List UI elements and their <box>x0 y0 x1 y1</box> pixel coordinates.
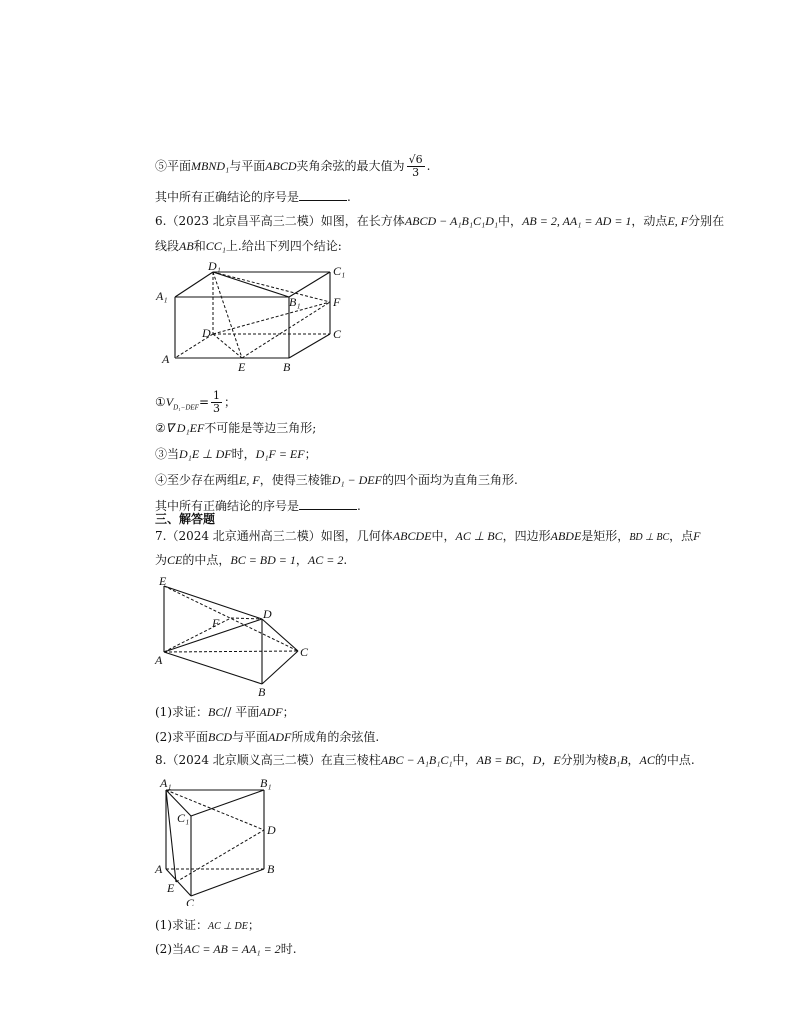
q6-cond-end: ，动点 <box>631 214 668 228</box>
plane-mbnd1: MBND₁ <box>191 159 230 173</box>
s4-pts: E, F <box>239 473 260 487</box>
answer-blank[interactable] <box>299 497 357 510</box>
q5-item5-text: 夹角余弦的最大值为 <box>296 159 405 173</box>
s1-sub: D₁−DEF <box>173 403 199 412</box>
q5-item5 <box>155 154 430 179</box>
s4-circle: ④至少存在两组 <box>155 473 240 487</box>
q6-pts: E, F <box>667 214 689 228</box>
label-e: E <box>159 574 167 588</box>
q5-item5-mid: 与平面 <box>229 159 266 173</box>
answer-blank[interactable] <box>299 188 347 201</box>
q7-quad: ABDE <box>550 529 582 543</box>
label-b1: B₁ <box>260 776 272 790</box>
q8-stem <box>155 752 695 768</box>
q8-mid1: 中， <box>452 753 477 767</box>
q6-tail: 分别在 <box>688 214 725 228</box>
label-a: A <box>155 653 163 667</box>
q6-line2-c: 上.给出下列四个结论: <box>225 239 342 253</box>
q7-p1-c: // 平面 <box>223 705 260 719</box>
label-b: B <box>258 685 266 699</box>
s3-res: D₁F = EF <box>255 447 305 461</box>
label-d1: D₁ <box>208 259 221 273</box>
q7-p1-d: ADF <box>259 705 283 719</box>
q7-p1-e: ； <box>282 705 295 719</box>
fraction-one-third <box>211 390 222 415</box>
q5-item5-prefix: ⑤平面 <box>155 159 192 173</box>
q6-statement-1 <box>155 390 236 415</box>
s1-end: ； <box>224 395 237 409</box>
label-b1: B₁ <box>289 295 301 309</box>
q6-mid: 中， <box>498 214 523 228</box>
q8-p2-b: AC = AB = AA₁ = 2 <box>184 942 281 956</box>
q8-p1-b: AC ⊥ DE <box>208 921 248 932</box>
q6-prefix: 6.（2023 北京昌平高三二模）如图，在长方体 <box>155 214 405 228</box>
q7-solid: ABCDE <box>392 529 432 543</box>
q6-stem-line2 <box>155 238 342 254</box>
q7-line2-d: . <box>343 553 348 567</box>
q7-p2-a: (2)求平面 <box>155 730 208 744</box>
s1-eq: = <box>198 395 209 409</box>
q7-mid1: 中， <box>431 529 456 543</box>
q7-part-2 <box>155 729 379 745</box>
q8-part-2 <box>155 941 297 957</box>
label-e: E <box>167 881 175 895</box>
q8-seg2: AC <box>639 753 655 767</box>
s3-circle: ③当 <box>155 447 180 461</box>
q7-stem-line1 <box>155 528 701 546</box>
frac-num: 1 <box>213 389 220 402</box>
label-d: D <box>202 326 211 340</box>
label-b: B <box>267 862 275 876</box>
q8-p2-c: 时. <box>280 942 297 956</box>
q5-conclusion-end: . <box>347 190 351 204</box>
q8-mid3: 分别为棱 <box>560 753 609 767</box>
label-c: C <box>333 327 342 341</box>
s4-mid: ，使得三棱锥 <box>259 473 332 487</box>
q6-solid: ABCD − A₁B₁C₁D₁ <box>404 214 499 228</box>
q7-mid3: 是矩形， <box>581 529 630 543</box>
q6-seg2: CC₁ <box>205 239 226 253</box>
s3-end: ； <box>304 447 317 461</box>
q8-p2-a: (2)当 <box>155 942 184 956</box>
s3-mid: 时， <box>231 447 256 461</box>
q8-prism-figure <box>150 774 290 906</box>
label-d: D <box>267 823 276 837</box>
q8-seg1: B₁B <box>608 753 628 767</box>
q7-p1-b: BC <box>208 705 224 719</box>
q6-cuboid-figure <box>150 258 360 376</box>
label-f: F <box>212 616 220 630</box>
label-f: F <box>333 295 341 309</box>
q6-cond: AB = 2, AA₁ = AD = 1 <box>522 214 632 228</box>
q7-p1-a: (1)求证： <box>155 705 208 719</box>
label-c: C <box>300 645 309 659</box>
frac-den: 3 <box>412 166 420 179</box>
q8-part-1 <box>155 917 260 935</box>
q8-tail: 的中点. <box>654 753 695 767</box>
label-d: D <box>263 607 272 621</box>
s2-text: 不可能是等边三角形; <box>204 421 317 435</box>
q7-line2-a: 为 <box>155 553 168 567</box>
q8-prefix: 8.（2024 北京顺义高三二模）在直三棱柱 <box>155 753 381 767</box>
q5-conclusion <box>155 188 351 205</box>
q8-solid: ABC − A₁B₁C₁ <box>380 753 453 767</box>
q7-perp2: BD ⊥ BC <box>629 532 670 543</box>
q8-p1-a: (1)求证： <box>155 918 208 932</box>
q7-mid4: ，点 <box>669 529 694 543</box>
q7-eq2: AC = 2 <box>307 553 344 567</box>
label-e: E <box>238 360 246 374</box>
q7-mid2: ，四边形 <box>502 529 551 543</box>
q7-seg: CE <box>167 553 183 567</box>
label-c1: C₁ <box>333 264 346 278</box>
q8-p1-c: ； <box>247 918 260 932</box>
q8-eq: AB = BC <box>476 753 521 767</box>
q7-part-1 <box>155 704 295 720</box>
q5-conclusion-text: 其中所有正确结论的序号是 <box>155 190 300 204</box>
q7-stem-line2 <box>155 552 347 568</box>
s3-cond: D₁E ⊥ DF <box>179 447 232 461</box>
q6-statement-3 <box>155 446 317 462</box>
q7-p2-c: 与平面 <box>232 730 269 744</box>
label-a: A <box>162 352 170 366</box>
frac-den: 3 <box>213 402 220 415</box>
frac-num: √6 <box>408 153 423 166</box>
fraction-sqrt6-over-3 <box>407 154 425 179</box>
q6-stem-line1 <box>155 213 724 229</box>
q7-line2-c: ， <box>295 553 308 567</box>
q7-prefix: 7.（2024 北京通州高三二模）如图，几何体 <box>155 529 393 543</box>
q6-line2-a: 线段 <box>155 239 180 253</box>
q6-seg1: AB <box>179 239 194 253</box>
q8-pts: D，E <box>532 753 561 767</box>
q7-perp1: AC ⊥ BC <box>455 529 503 543</box>
q7-p2-d: ADF <box>268 730 292 744</box>
q8-mid4: ， <box>627 753 640 767</box>
q7-pt: F <box>693 529 701 543</box>
section-heading: 三、解答题 <box>155 512 216 526</box>
q6-conclusion-end: . <box>357 499 361 513</box>
label-c: C <box>186 896 195 906</box>
label-a: A <box>155 862 163 876</box>
plane-abcd: ABCD <box>265 159 297 173</box>
q6-conclusion-text: 其中所有正确结论的序号是 <box>155 499 300 513</box>
q7-p2-b: BCD <box>208 730 232 744</box>
label-c1: C₁ <box>177 811 190 825</box>
q8-mid2: ， <box>520 753 533 767</box>
q6-statement-2 <box>155 420 316 436</box>
q7-line2-b: 的中点， <box>182 553 231 567</box>
s1-v: V <box>165 395 174 409</box>
s2-circle: ② <box>155 421 166 435</box>
q7-p2-e: 所成角的余弦值. <box>291 730 380 744</box>
label-a1: A₁ <box>156 289 168 303</box>
s4-solid: D₁ − DEF <box>331 473 382 487</box>
q7-figure <box>150 572 320 700</box>
label-b: B <box>283 360 291 374</box>
q7-eq1: BC = BD = 1 <box>230 553 296 567</box>
q6-line2-b: 和 <box>193 239 206 253</box>
s4-text: 的四个面均为直角三角形. <box>381 473 518 487</box>
label-a1: A₁ <box>160 776 172 790</box>
s1-circle: ① <box>155 395 166 409</box>
q6-statement-4 <box>155 472 518 488</box>
q5-item5-end: . <box>426 159 431 173</box>
s2-tri: ∇ D₁EF <box>165 421 205 435</box>
